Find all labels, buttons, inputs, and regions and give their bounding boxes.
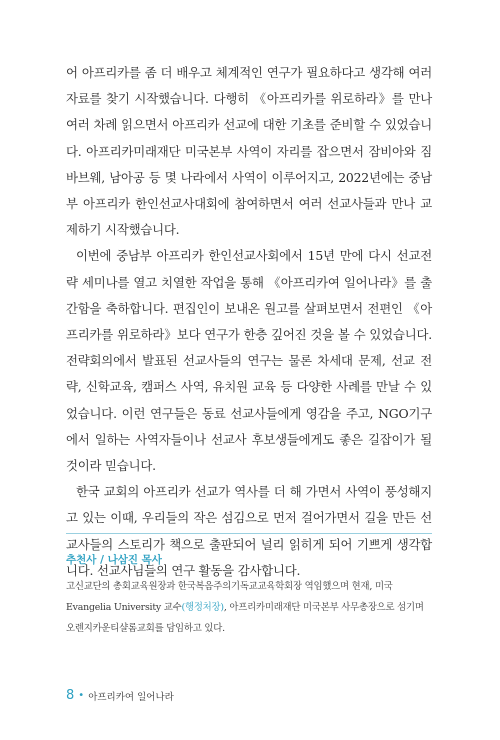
- page-footer: [66, 688, 174, 703]
- footer-bullet: •: [78, 690, 85, 701]
- paragraph-1: 어 아프리카를 좀 더 배우고 체계적인 연구가 필요하다고 생각해 여러 자료를 찾기 시작했습니다. 다행히 《아프리카를 위로하라》를 만나 여러 차례 읽으면서 아프리카 선교에 대한 기초를 준비할 수 있었습니다. 아프리카미래재단 미국본부 사역이 자리를 잡으면서 잠비아와 짐바브웨, 남아공 등 몇 나라에서 사역이 이루어지고, 2022년에는 중남부 아프리카 한인선교사대회에 참여하면서 여러 선교사들과 만나 교제하기 시작했습니다.: [66, 65, 432, 238]
- paragraph-2: 이번에 중남부 아프리카 한인선교사회에서 15년 만에 다시 선교전략 세미나를 열고 치열한 작업을 통해 《아프리카여 일어나라》를 출간함을 축하합니다. 편집인이 보내온 원고를 살펴보면서 전편인 《아프리카를 위로하라》보다 연구가 한층 깊어진 것을 볼 수 있었습니다. 전략회의에서 발표된 선교사들의 연구는 물론 차세대 문제, 선교 전략, 신학교육, 캠퍼스 사역, 유치원 교육 등 다양한 사례를 만날 수 있었습니다. 이런 연구들은 동료 선교사들에게 영감을 주고, NGO기구에서 일하는 사역자들이나 선교사 후보생들에게도 좋은 길잡이가 될 것이라 믿습니다.: [66, 248, 432, 474]
- recommender-bio: [66, 576, 432, 639]
- recommender-bio-part-1: 고신교단의 총회교육원장과 한국복음주의기독교교육학회장 역임했으며 현재, 미국 Evangelia University 교수: [66, 581, 393, 613]
- recommender-bio-highlight: (행정처장): [181, 602, 224, 613]
- page-number: 8: [66, 688, 75, 703]
- running-title: 아프리카여 일어나라: [88, 691, 174, 703]
- paragraph-3: 한국 교회의 아프리카 선교가 역사를 더 해 가면서 사역이 풍성해지고 있는 이때, 우리들의 작은 섬김으로 먼저 걸어가면서 길을 만든 선교사들의 스토리가 책으로 출판되어 널리 읽히게 되어 기쁘게 생각합니다. 선교사님들의 연구 활동을 감사합니다.: [66, 484, 432, 578]
- section-divider: [66, 533, 432, 534]
- recommender-title: 추천사 / 나삼진 목사: [66, 554, 162, 566]
- body-text: [66, 60, 432, 584]
- recommender-bio-part-2: , 아프리카미래재단 미국본부 사무총장으로 섬기며 오렌지카운티샬롬교회를 담임하고 있다.: [66, 602, 424, 634]
